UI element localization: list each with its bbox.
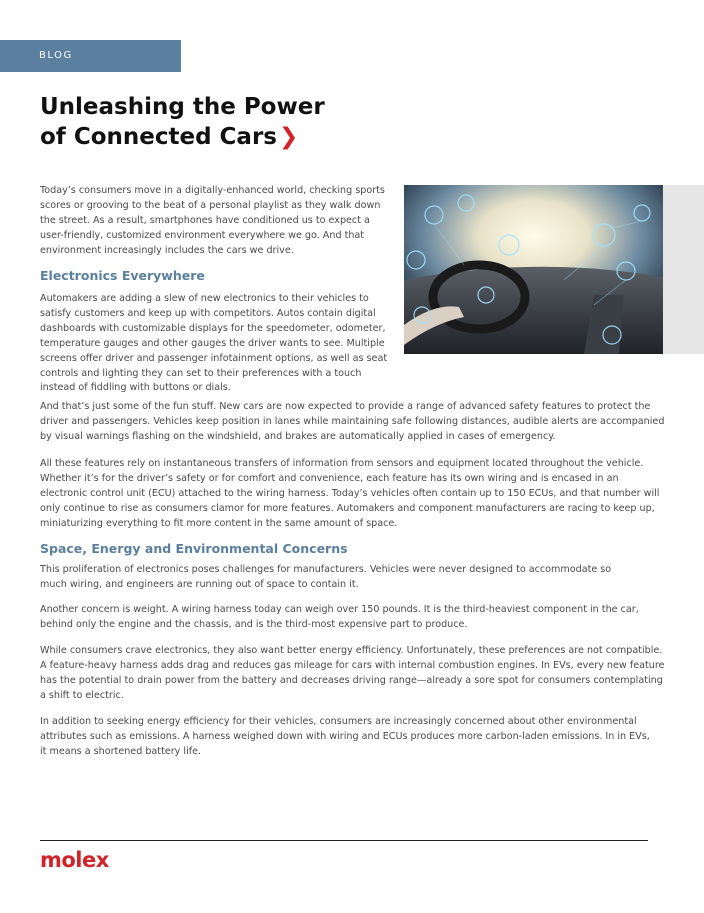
decorative-side-bar bbox=[663, 185, 704, 354]
paragraph-electronics-3: All these features rely on instantaneous transfers of information from sensors and equipment located throughout the vehicle. Whether it’s for the driver’s safety or for comfort and convenience, each feature has its own wiring and is encased in an electronic control unit (ECU) attached to the wiring harness. Today’s vehicles often contain up to 150 ECUs, and that number will only continue to rise as consumers clamor for more features. Automakers and component manufacturers are racing to keep up, miniaturizing everything to fit more content in the same amount of space. bbox=[40, 458, 660, 529]
chevron-right-icon: ❯ bbox=[278, 124, 299, 150]
paragraph-space-2: Another concern is weight. A wiring harness today can weigh over 150 pounds. It is the third-heaviest component in the car, behind only the engine and the chassis, and is the third-most expensive part to produce. bbox=[40, 604, 639, 630]
page-title bbox=[40, 92, 400, 152]
blog-tag: BLOG bbox=[0, 40, 181, 72]
molex-logo: molex bbox=[40, 848, 109, 872]
title-line-2-text: of Connected Cars bbox=[40, 124, 277, 150]
paragraph-space-1: This proliferation of electronics poses challenges for manufacturers. Vehicles were never designed to accommodate so much wiring, and engineers are running out of space to contain it. bbox=[40, 564, 612, 590]
paragraph-electronics-1: Automakers are adding a slew of new electronics to their vehicles to satisfy customers and keep up with competitors. Autos contain digital dashboards with customizable displays for the speedometer, odometer, temperature gauges and other gauges the driver wants to see. Multiple screens offer driver and passenger infotainment options, as well as seat controls and lighting they can set to their preferences with a touch instead of fiddling with buttons or dials. bbox=[40, 293, 388, 394]
title-line-2 bbox=[40, 122, 400, 152]
connected-car-dashboard-image bbox=[404, 185, 663, 354]
paragraph-space-3: While consumers crave electronics, they also want better energy efficiency. Unfortunately, these preferences are not compatible. A feature-heavy harness adds drag and reduces gas mileage for cars with internal combustion engines. In EVs, every new feature has the potential to drain power from the battery and decreases driving range—already a sore spot for consumers contemplating a shift to electric. bbox=[40, 645, 665, 701]
section-heading-electronics: Electronics Everywhere bbox=[40, 268, 205, 283]
car-interior-illustration bbox=[404, 185, 663, 354]
paragraph-space-4: In addition to seeking energy efficiency for their vehicles, consumers are increasingly concerned about other environmental attributes such as emissions. A harness weighed down with wiring and ECUs produces more carbon-laden emissions. In in EVs, it means a shortened battery life. bbox=[40, 716, 650, 757]
section-heading-space-energy: Space, Energy and Environmental Concerns bbox=[40, 541, 348, 556]
intro-paragraph: Today’s consumers move in a digitally-enhanced world, checking sports scores or grooving to the beat of a personal playlist as they walk down the street. As a result, smartphones have conditioned us to expect a user-friendly, customized environment everywhere we go. And that environment increasingly includes the cars we drive. bbox=[40, 185, 385, 256]
paragraph-electronics-2: And that’s just some of the fun stuff. New cars are now expected to provide a range of advanced safety features to protect the driver and passengers. Vehicles keep position in lanes while maintaining safe following distances, audible alerts are accompanied by visual warnings flashing on the windshield, and brakes are automatically applied in cases of emergency. bbox=[40, 401, 665, 442]
title-line-1: Unleashing the Power bbox=[40, 94, 325, 120]
footer-divider bbox=[40, 840, 648, 841]
